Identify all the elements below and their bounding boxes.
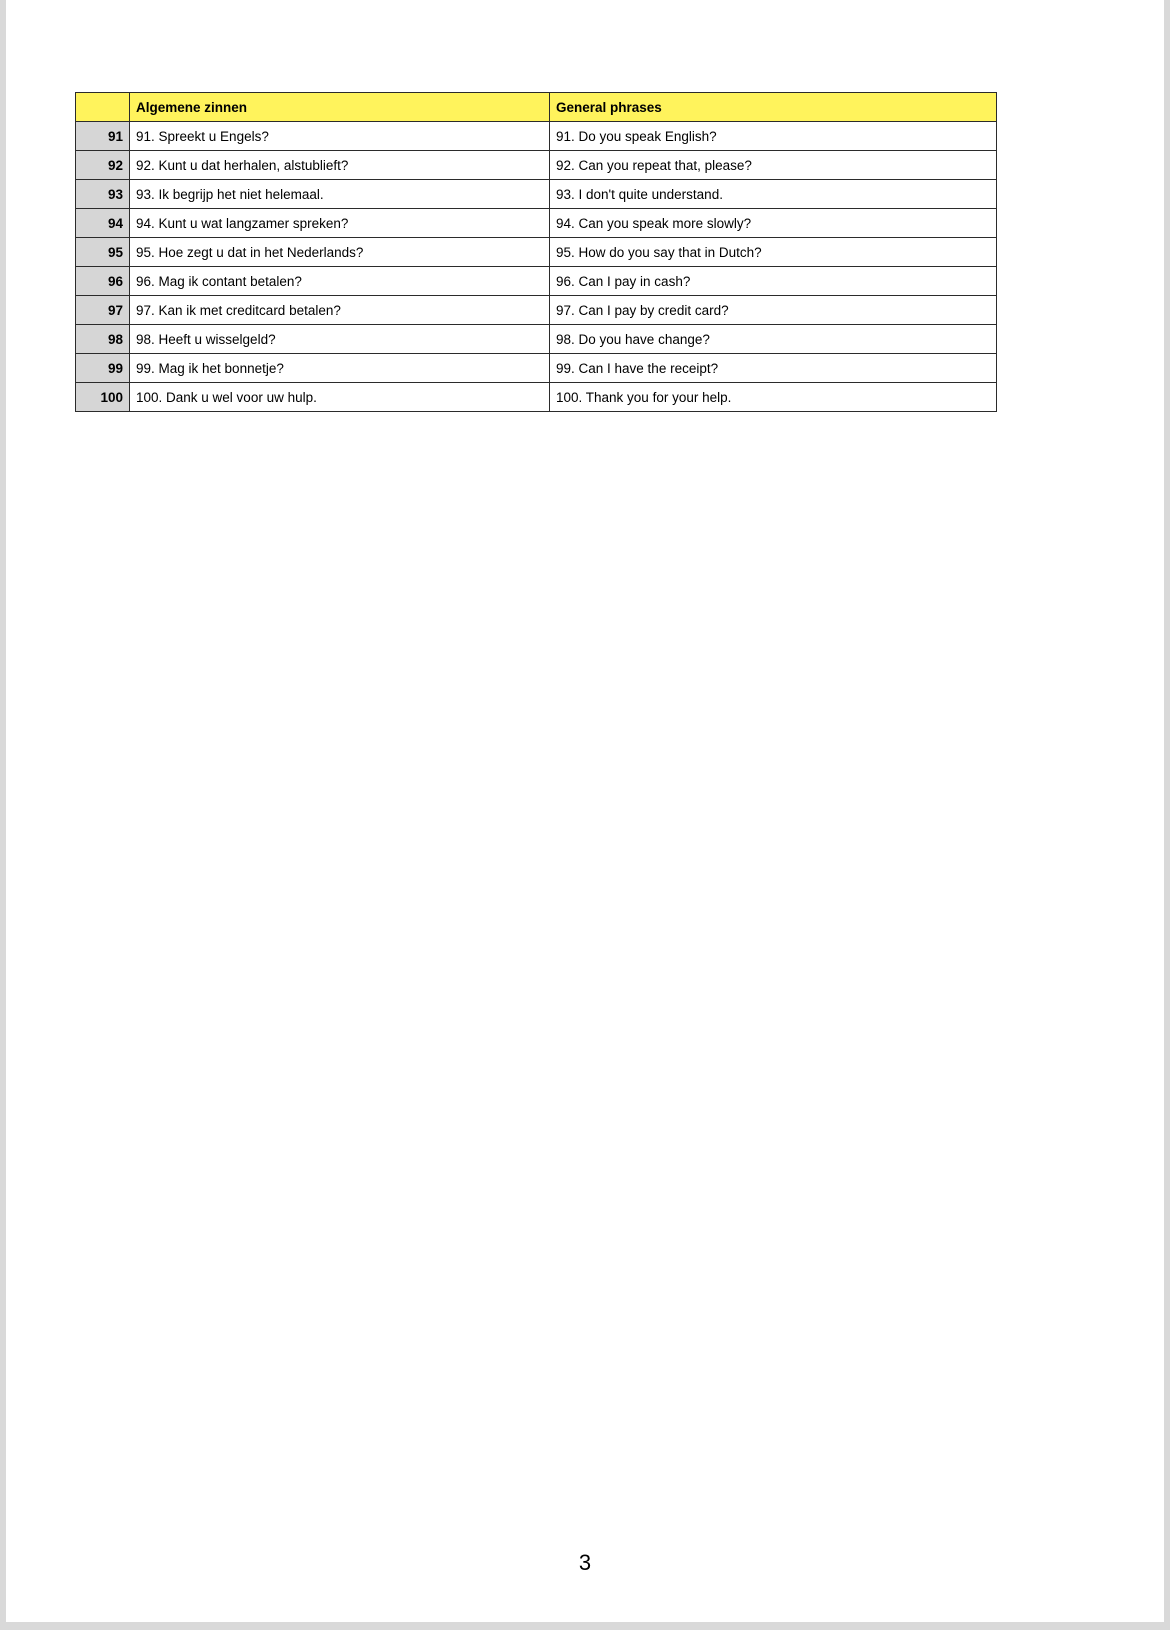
header-corner-cell: [76, 93, 130, 122]
header-english: General phrases: [550, 93, 997, 122]
english-phrase: 94. Can you speak more slowly?: [550, 209, 997, 238]
dutch-phrase: 99. Mag ik het bonnetje?: [130, 354, 550, 383]
english-phrase: 93. I don't quite understand.: [550, 180, 997, 209]
table-row: [76, 122, 997, 151]
table-row: [76, 383, 997, 412]
dutch-phrase: 91. Spreekt u Engels?: [130, 122, 550, 151]
dutch-phrase: 98. Heeft u wisselgeld?: [130, 325, 550, 354]
row-number: 97: [76, 296, 130, 325]
row-number: 96: [76, 267, 130, 296]
table-row: [76, 296, 997, 325]
table-row: [76, 267, 997, 296]
phrases-table: [75, 92, 997, 412]
row-number: 98: [76, 325, 130, 354]
table-row: [76, 238, 997, 267]
dutch-phrase: 96. Mag ik contant betalen?: [130, 267, 550, 296]
header-dutch: Algemene zinnen: [130, 93, 550, 122]
english-phrase: 98. Do you have change?: [550, 325, 997, 354]
table-header-row: [76, 93, 997, 122]
dutch-phrase: 95. Hoe zegt u dat in het Nederlands?: [130, 238, 550, 267]
english-phrase: 99. Can I have the receipt?: [550, 354, 997, 383]
dutch-phrase: 94. Kunt u wat langzamer spreken?: [130, 209, 550, 238]
row-number: 92: [76, 151, 130, 180]
english-phrase: 96. Can I pay in cash?: [550, 267, 997, 296]
english-phrase: 100. Thank you for your help.: [550, 383, 997, 412]
dutch-phrase: 92. Kunt u dat herhalen, alstublieft?: [130, 151, 550, 180]
document-page: [6, 0, 1164, 1622]
row-number: 95: [76, 238, 130, 267]
english-phrase: 95. How do you say that in Dutch?: [550, 238, 997, 267]
table-row: [76, 180, 997, 209]
dutch-phrase: 97. Kan ik met creditcard betalen?: [130, 296, 550, 325]
english-phrase: 97. Can I pay by credit card?: [550, 296, 997, 325]
dutch-phrase: 93. Ik begrijp het niet helemaal.: [130, 180, 550, 209]
table-row: [76, 325, 997, 354]
table-body: [76, 122, 997, 412]
page-number: 3: [578, 1550, 592, 1575]
row-number: 94: [76, 209, 130, 238]
english-phrase: 91. Do you speak English?: [550, 122, 997, 151]
row-number: 100: [76, 383, 130, 412]
english-phrase: 92. Can you repeat that, please?: [550, 151, 997, 180]
table-row: [76, 151, 997, 180]
table-row: [76, 209, 997, 238]
dutch-phrase: 100. Dank u wel voor uw hulp.: [130, 383, 550, 412]
row-number: 93: [76, 180, 130, 209]
row-number: 91: [76, 122, 130, 151]
row-number: 99: [76, 354, 130, 383]
table-row: [76, 354, 997, 383]
